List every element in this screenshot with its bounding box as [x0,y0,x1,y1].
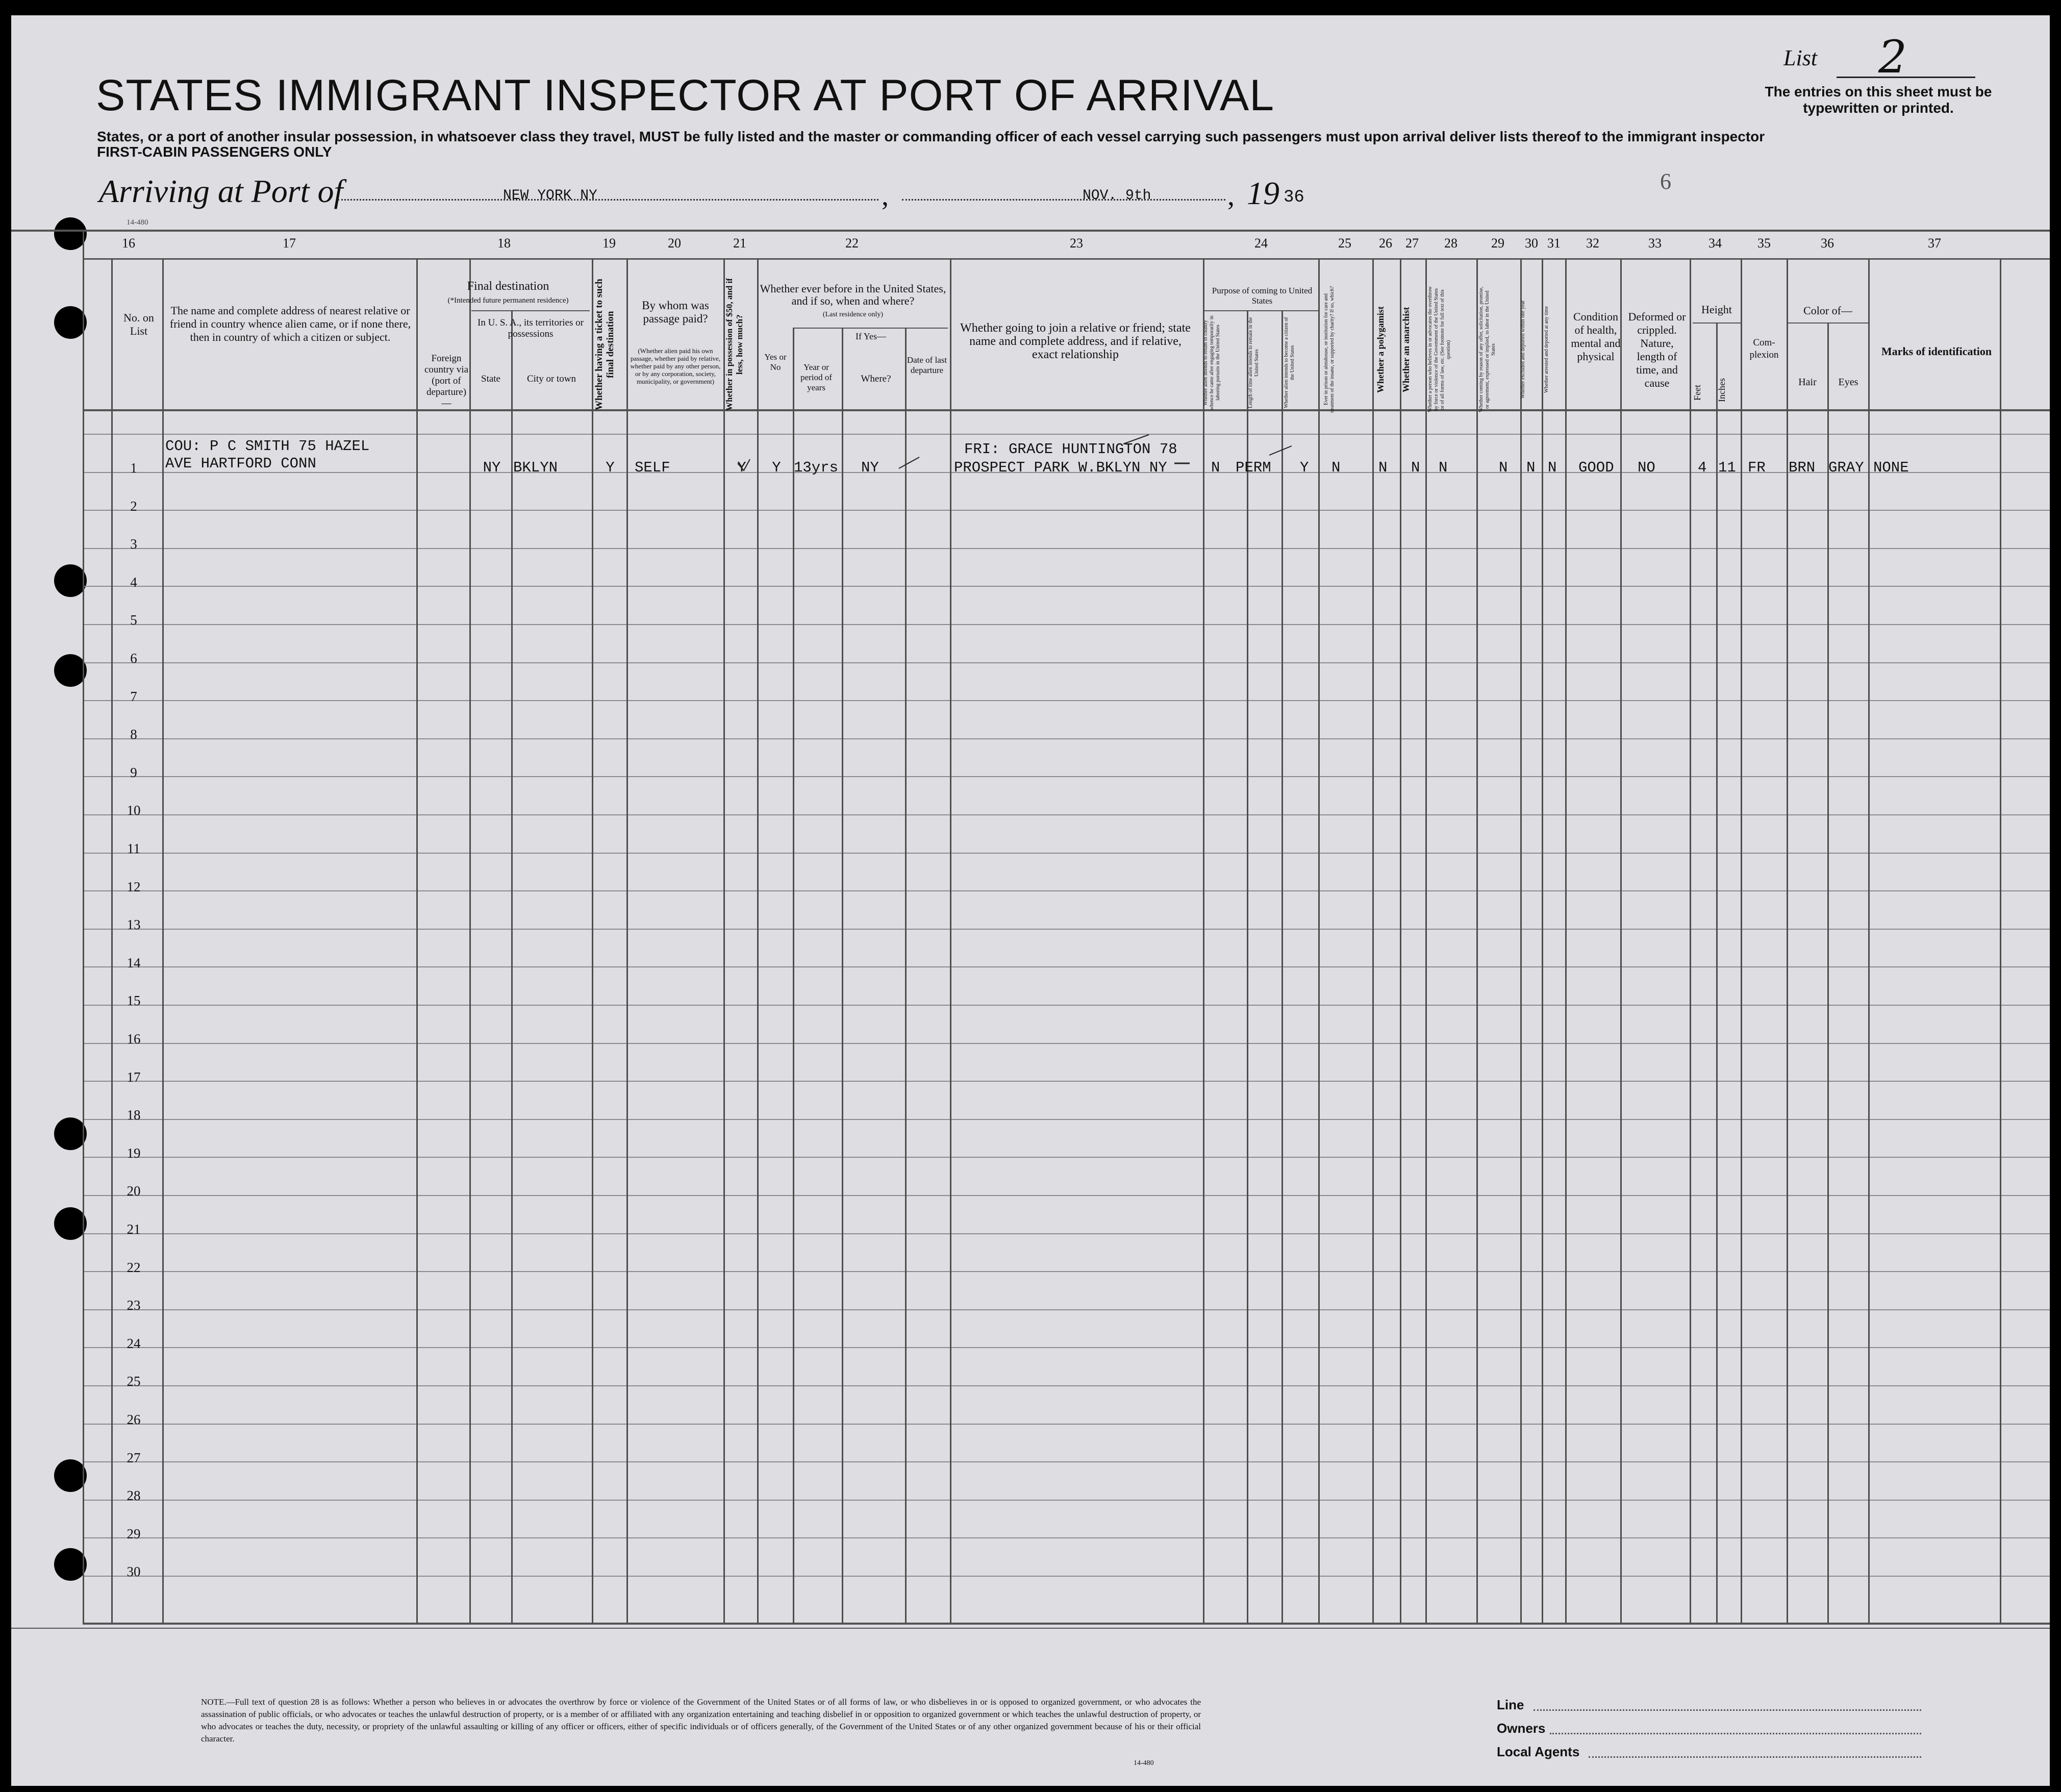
punch-hole [54,1548,87,1581]
grid-line [842,328,843,1624]
owners-dotted [1550,1733,1921,1734]
cell-feet: 4 [1698,459,1707,476]
row-number: 29 [127,1526,141,1541]
row-number: 13 [127,917,141,932]
grid-line [11,1628,2050,1629]
cell-length: PERM [1236,459,1271,476]
row-number: 3 [130,536,137,552]
header-health: Condition of health, mental and physical [1571,310,1621,363]
port-value: NEW YORK NY [503,188,597,204]
header-passage-paid: By whom was passage paid? [642,299,709,325]
row-line [83,853,2050,854]
header-purpose-citizen: Whether alien intends to become a citizen of the United States [1284,317,1295,409]
row-number: 17 [127,1069,141,1085]
grid-line [83,1623,2050,1625]
header-joining-relative: Whether going to join a relative or friend; state name and complete address, and if relative, exact relationship [960,321,1191,361]
cell-deformed: NO [1638,459,1655,476]
grid-line [511,310,513,1624]
header-purpose: Purpose of coming to United States [1212,286,1313,306]
row-number: 18 [127,1107,141,1123]
row-number: 5 [130,612,137,628]
row-number: 22 [127,1260,141,1275]
cell-q31: N [1548,459,1557,476]
header-ticket: Whether having a ticket to such final destination [594,279,616,410]
row-line [83,510,2050,511]
row-line [83,1005,2050,1006]
row-line [83,1043,2050,1044]
comma-1: , [882,180,889,212]
grid-line [1827,322,1829,1624]
column-number: 26 [1379,236,1392,251]
header-final-destination: Final destination [467,280,549,293]
agents-label: Local Agents [1497,1744,1580,1759]
row-line [83,548,2050,549]
row-line [83,1233,2050,1234]
row-number: 7 [130,689,137,704]
date-dotted-line [902,199,1225,201]
punch-hole [54,564,87,597]
cell-q29: N [1499,459,1508,476]
cell-passage: SELF [635,459,670,476]
row-number: 26 [127,1412,141,1427]
column-number: 34 [1708,236,1722,251]
header-possession-50: Whether in possession of $50, and if less, how much? [724,278,744,411]
row-number: 15 [127,993,141,1008]
header-complexion: Com-plexion [1749,337,1779,360]
punch-hole [54,306,87,339]
cell-relative-line2: AVE HARTFORD CONN [165,455,316,472]
row-number: 30 [127,1564,141,1579]
grid-line [11,230,2050,232]
header-if-yes: If Yes— [855,331,886,341]
row-line [83,738,2050,739]
header-last-residence: (Last residence only) [822,311,884,318]
cell-citizen: Y [1300,459,1309,476]
row-line [83,1576,2050,1577]
cell-eyes: GRAY [1828,459,1864,476]
column-number: 29 [1491,236,1504,251]
column-number: 24 [1254,236,1268,251]
header-final-destination-note: (*Intended future permanent residence) [447,296,569,305]
cell-q30: N [1526,459,1536,476]
column-number: 16 [122,236,135,251]
grid-line [83,230,84,260]
row-line [83,662,2050,663]
column-number: 20 [668,236,681,251]
grid-line [1203,310,1318,311]
row-line [83,1271,2050,1272]
header-city: City or town [526,374,576,384]
row-line [83,1081,2050,1082]
form-number-top: 14-480 [127,218,148,227]
cell-money: Y [737,459,746,476]
footer-form-number: 14-480 [1134,1759,1154,1767]
cell-joining-line1: FRI: GRACE HUNTINGTON 78 [964,441,1177,458]
port-dotted-line [338,199,878,201]
cell-prison: N [1331,459,1341,476]
header-nearest-relative: The name and complete address of nearest relative or friend in country whence alien came, or if none there, then in country of which a citizen or subject. [169,304,411,343]
check-mark [899,457,919,468]
header-color-of: Color of— [1803,304,1852,317]
header-inches: Inches [1717,378,1727,403]
column-number: 28 [1444,236,1457,251]
header-purpose-length: Length of time alien intends to remain in the United States [1248,317,1260,409]
column-number: 22 [845,236,859,251]
header-no-on-list: No. on List [123,311,154,337]
header-eyes: Eyes [1838,377,1858,388]
cell-relative-line1: COU: P C SMITH 75 HAZEL [165,438,370,455]
check-mark [1269,446,1292,455]
column-number: 21 [733,236,746,251]
cell-marks: NONE [1873,459,1909,476]
punch-hole [54,1207,87,1240]
list-number: 2 [1878,31,1907,83]
row-line [83,624,2050,625]
cell-return: N [1211,459,1220,476]
column-number: 27 [1405,236,1419,251]
row-line [83,890,2050,891]
row-number: 27 [127,1450,141,1465]
owners-label: Owners [1497,1721,1546,1736]
row-number: 28 [127,1488,141,1503]
cell-hair: BRN [1789,459,1816,476]
cell-inches: 11 [1718,459,1736,476]
header-deformed: Deformed or crippled. Nature, length of time, and cause [1628,310,1686,389]
header-purpose-return: Whether alien intends to return to country whence he came after engaging temporarily in laboring pursuits in the United States [1203,315,1221,410]
page-title: STATES IMMIGRANT INSPECTOR AT PORT OF ARRIVAL [96,71,1275,120]
page-mark: 6 [1660,169,1671,194]
grid-line [905,328,907,1624]
row-number: 24 [127,1336,141,1351]
header-anarchist: Whether an anarchist [1401,307,1411,392]
row-number: 25 [127,1374,141,1389]
year-prefix: 19 [1247,175,1279,211]
row-number: 23 [127,1298,141,1313]
cell-city: BKLYN [513,459,558,476]
row-line [83,586,2050,587]
row-line [83,1500,2050,1501]
cell-ticket: Y [606,459,615,476]
subtitle: States, or a port of another insular possession, in whatsoever class they travel, MUST be fully listed and the master or commanding officer of each vessel carrying such passengers must upon arrival deliver lists thereof to the immigrant inspector [97,129,1765,144]
line-dotted [1534,1709,1921,1711]
column-number: 23 [1070,236,1083,251]
header-prison: Ever in prison or almshouse, or institution for care and treatment of the insane, or supported by charity? If so, which? [1323,286,1335,413]
cell-years: 13yrs [794,459,839,476]
row-number: 11 [127,841,140,856]
row-line [83,966,2050,967]
cell-anarchist: N [1411,459,1420,476]
check-mark [1123,435,1149,444]
date-value: NOV. 9th [1083,188,1151,204]
header-date-departure: Date of last departure [907,355,947,375]
grid-line [793,328,948,329]
cell-state: NY [483,459,501,476]
header-q28: Whether a person who believes in or advocates the overthrow by force or violence of the Government of the United States or of all forms of law, etc. (See footnote for full text of this question) [1427,286,1451,413]
row-line [83,1347,2050,1348]
header-feet: Feet [1692,385,1702,401]
row-line [83,700,2050,701]
row-number: 2 [130,499,137,514]
comma-2: , [1227,180,1235,212]
punch-hole [54,1459,87,1492]
year-suffix: 36 [1284,188,1304,207]
grid-line [471,310,590,311]
punch-hole [54,217,87,250]
column-number: 30 [1525,236,1538,251]
row-line [83,814,2050,815]
column-number: 35 [1757,236,1771,251]
header-where: Where? [861,374,891,384]
grid-line [793,328,794,1624]
cell-ever-before: Y [772,459,781,476]
header-year-period: Year or period of years [800,362,832,392]
grid-line [83,409,2050,411]
row-number: 21 [127,1222,141,1237]
column-number: 36 [1821,236,1834,251]
row-line [83,776,2050,777]
agents-dotted [1589,1756,1921,1758]
punch-hole [54,654,87,687]
header-q31: Whether arrested and deported at any time [1544,306,1549,393]
header-q30: Whether excluded and deported within one year [1520,300,1526,399]
row-line [83,1461,2050,1462]
header-in-usa: In U. S. A., its territories or possessions [477,317,584,339]
header-polygamist: Whether a polygamist [1375,306,1386,393]
header-q29: Whether coming by reason of any offer, solicitation, promise, or agreement, expressed or implied, to labor in the United States [1478,286,1496,413]
header-ever-before: Whether ever before in the United States, and if so, when and where? [760,282,946,307]
header-marks: Marks of identification [1881,345,1992,358]
row-number: 8 [130,727,137,742]
cell-joining-line2: PROSPECT PARK W.BKLYN NY [954,459,1167,476]
manifest-sheet [11,15,2050,1786]
row-number: 4 [130,575,137,590]
instructions: The entries on this sheet must be typewritten or printed. [1765,84,1992,116]
check-mark [738,459,750,470]
row-line [83,1424,2050,1425]
row-line [83,1119,2050,1120]
row-number: 20 [127,1183,141,1199]
grid-line [1247,310,1248,1624]
grid-line [1281,310,1283,1624]
cell-polygamist: N [1378,459,1388,476]
header-hair: Hair [1798,377,1817,388]
line-label: Line [1497,1697,1524,1712]
row-line [83,1157,2050,1158]
column-number: 18 [497,236,511,251]
cell-q28: N [1439,459,1448,476]
row-number: 19 [127,1146,141,1161]
row-line [83,1537,2050,1538]
arriving-label: Arriving at Port of [99,173,343,209]
column-number: 25 [1338,236,1351,251]
cell-where: NY [861,459,879,476]
grid-line [1716,322,1718,1624]
column-number: 31 [1547,236,1561,251]
list-label: List [1783,45,1818,70]
header-yes-no: Yes or No [764,352,787,372]
footnote: NOTE.—Full text of question 28 is as follows: Whether a person who believes in or advocates the overthrow by force or violence of the Government of the United States or of all forms of law, or who disbelieves in or is opposed to organized government, or who advocates the assassination of public officials, or who advocates or teaches the unlawful destruction of property, or is a member of or affiliated with any organization entertaining and teaching disbelief in or opposition to organized government or which teaches the unlawful destruction of property, or who advocates or teaches the duty, necessity, or propriety of the unlawful assaulting or killing of any officer or officers, either of specific individuals or of officers generally, of the Government of the United States or of any other organized government because of his or their official character. [201,1697,1201,1744]
row-number: 10 [127,803,141,818]
row-number: 6 [130,651,137,666]
row-line [83,1385,2050,1386]
row-number: 12 [127,879,141,894]
row-number: 16 [127,1031,141,1047]
column-number: 37 [1928,236,1941,251]
cell-complexion: FR [1748,459,1766,476]
row-line [83,1195,2050,1196]
check-marks [11,424,2050,485]
row-number: 1 [130,460,137,476]
grid-line [83,258,2050,260]
row-line [83,1309,2050,1310]
cabin-label: FIRST-CABIN PASSENGERS ONLY [97,144,332,160]
cell-health: GOOD [1578,459,1614,476]
header-state: State [481,374,500,384]
header-passage-note: (Whether alien paid his own passage, whether paid by relative, whether paid by any other person, or by any corporation, society, municipality, or government) [630,347,721,385]
column-number: 19 [602,236,616,251]
row-number: 14 [127,955,141,970]
column-number: 33 [1648,236,1662,251]
header-height: Height [1701,303,1732,316]
punch-hole [54,1117,87,1150]
column-number: 17 [283,236,296,251]
header-foreign-country: Foreign country via (port of departure)— [424,353,469,409]
row-number: 9 [130,765,137,780]
column-number: 32 [1586,236,1599,251]
row-line [83,929,2050,930]
